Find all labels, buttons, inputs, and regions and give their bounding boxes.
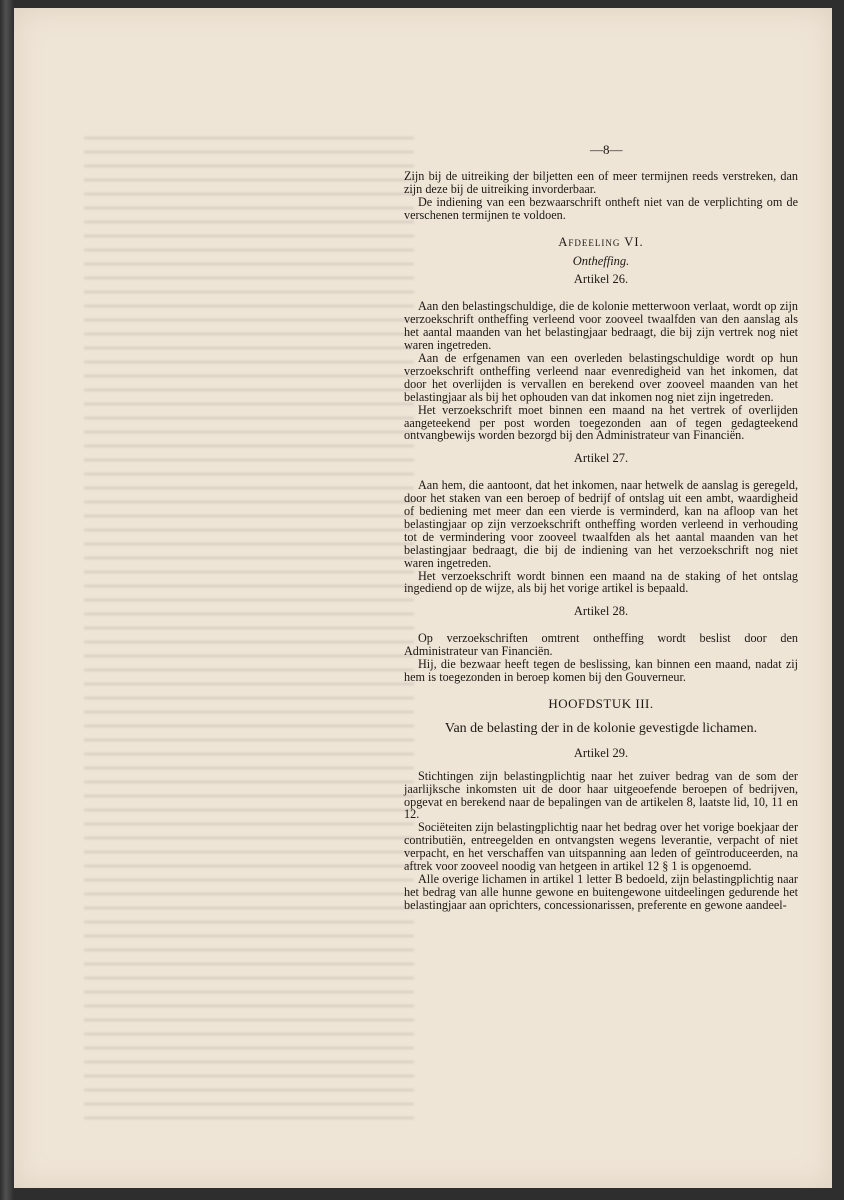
article-29-paragraph-2: Sociëteiten zijn belastingplichtig naar het bedrag over het vorige boekjaar der contributiën, entreegelden en ontvangsten wegens leverantie, verpacht of niet verpacht, en het verschaffen van uitspanning aan leden of geïntroduceerden, na aftrek voor zooveel noodig van hetgeen in artikel 12 § 1 is opgenoemd. [404,820,798,874]
article-29-paragraph-1: Stichtingen zijn belastingplichtig naar het zuiver bedrag van de som der jaarlijksche inkomsten uit de door haar uitgeoefende beroepen of bedrijven, opgevat en berekend naar de bepalingen van de artikelen 8, laatste lid, 10, 11 en 12. [404,768,798,822]
bleed-through-text [84,128,414,1128]
text-column [404,140,798,912]
intro-paragraph-2: De indiening van een bezwaarschrift ontheft niet van de verplichting om de verschenen termijnen te voldoen. [404,194,798,222]
section-subtitle: Ontheffing. [572,253,630,268]
article-27-title: Artikel 27. [573,451,629,466]
article-26-paragraph-1: Aan den belastingschuldige, die de kolonie metterwoon verlaat, wordt op zijn verzoekschrift ontheffing verleend voor zooveel twaalfden van den aanslag als het aantal maanden van het belastingjaar bedraagt, die bij zijn vertrek nog niet waren ingetreden. [404,299,798,353]
chapter-heading: HOOFDSTUK III. [548,695,654,711]
article-27-paragraph-1: Aan hem, die aantoont, dat het inkomen, naar hetwelk de aanslag is geregeld, door het staken van een beroep of bedrijf of ontslag uit een ambt, waardigheid of bediening met meer dan een vierde is verminderd, kan na afloop van het belastingjaar op zijn verzoekschrift ontheffing worden verleend in verhouding tot de vermindering voor zooveel twaalfden als het aantal maanden van het belastingjaar bedraagt, die bij de indiening van het verzoekschrift nog niet waren ingetreden. [404,478,798,570]
page-number: —8— [590,142,623,157]
article-28-paragraph-2: Hij, die bezwaar heeft tegen de beslissing, kan binnen een maand, nadat zij hem is toegezonden in beroep komen bij den Gouverneur. [404,657,798,684]
article-26-paragraph-3: Het verzoekschrift moet binnen een maand na het vertrek of overlijden aangeteekend per post worden toegezonden aan of tegen gedagteekend ontvangbewijs worden bezorgd bij den Administrateur van Financiën. [404,402,798,443]
article-28-paragraph-1: Op verzoekschriften omtrent ontheffing wordt beslist door den Administrateur van Financiën. [404,631,798,659]
article-29-title: Artikel 29. [573,745,629,760]
article-26-paragraph-2: Aan de erfgenamen van een overleden belastingschuldige wordt op hun verzoekschrift ontheffing verleend naar evenredigheid van het inkomen, dat door het overlijden is vervallen en berekend over zooveel maanden van het belastingjaar als bij het ophouden van dat inkomen nog niet zijn ingetreden. [404,350,798,404]
article-28-title: Artikel 28. [573,604,629,619]
article-29-paragraph-3: Alle overige lichamen in artikel 1 letter B bedoeld, zijn belastingplichtig naar het bedrag van alle hunne gewone en buitengewone uitdeelingen gedurende het belastingjaar aan oprichters, concessionarissen, preferente en gewone aandeel- [404,871,798,912]
intro-paragraph-1: Zijn bij de uitreiking der biljetten een of meer termijnen reeds verstreken, dan zijn deze bij de uitreiking invorderbaar. [404,169,798,196]
article-27-paragraph-2: Het verzoekschrift wordt binnen een maand na de staking of het ontslag ingediend op de wijze, als bij het vorige artikel is bepaald. [404,568,798,596]
article-26-title: Artikel 26. [573,272,629,287]
chapter-title: Van de belasting der in de kolonie gevestigde lichamen. [444,720,758,736]
section-heading: Afdeeling VI. [558,234,644,249]
